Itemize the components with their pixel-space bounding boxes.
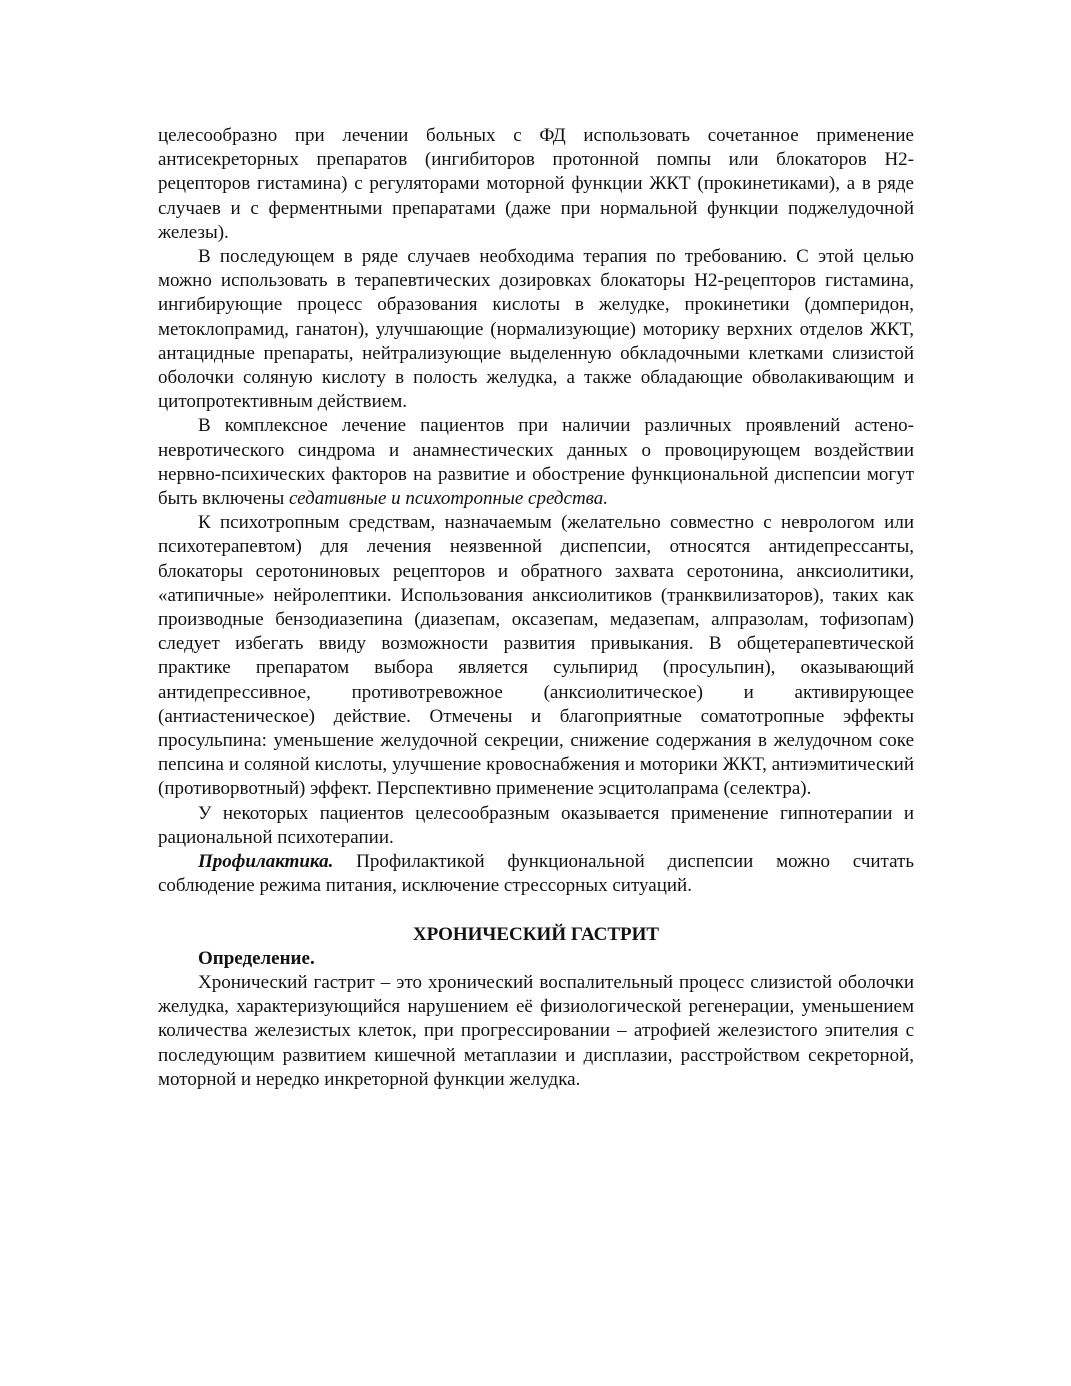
prevention-heading: Профилактика. — [198, 851, 334, 873]
definition-subheading: Определение. — [198, 947, 315, 969]
document-page — [158, 124, 914, 1092]
prevention-text: Профилактикой функциональной диспепсии можно считать соблюдение режима питания, исключение стрессорных ситуаций. — [158, 851, 914, 897]
paragraph-sedative-therapy — [158, 414, 914, 511]
paragraph-combined-therapy: целесообразно при лечении больных с ФД использовать сочетанное применение антисекреторных препаратов (ингибиторов протонной помпы или блокаторов Н2-рецепторов гистамина) с регуляторами моторной функции ЖКТ (прокинетиками), а в ряде случаев и с ферментными препаратами (даже при нормальной функции поджелудочной железы). — [158, 125, 914, 243]
section-title: ХРОНИЧЕСКИЙ ГАСТРИТ — [412, 923, 660, 945]
paragraph-sedative-text: В комплексное лечение пациентов при наличии различных проявлений астено-невротического синдрома и анамнестических данных о провоцирующем воздействии нервно-психических факторов на развитие и обострение функциональной диспепсии могут быть включены — [158, 415, 914, 510]
paragraph-prevention — [158, 850, 914, 898]
paragraph-on-demand-therapy: В последующем в ряде случаев необходима терапия по требованию. С этой целью можно использовать в терапевтических дозировках блокаторы Н2-рецепторов гистамина, ингибирующие процесс образования кислоты в желудке, прокинетики (домперидон, метоклопрамид, ганатон), улучшающие (нормализующие) моторику верхних отделов ЖКТ, антацидные препараты, нейтрализующие выделенную обкладочными клетками слизистой оболочки соляную кислоту в полость желудка, а также обладающие обволакивающим и цитопротективным действием. — [158, 246, 914, 413]
paragraph-hypnotherapy: У некоторых пациентов целесообразным оказывается применение гипнотерапии и рациональной психотерапии. — [158, 802, 914, 848]
sedative-psychotropic-term: седативные и психотропные средства. — [288, 488, 609, 510]
paragraph-definition: Хронический гастрит – это хронический воспалительный процесс слизистой оболочки желудка, характеризующийся нарушением её физиологической регенерации, уменьшением количества железистых клеток, при прогрессировании – атрофией железистого эпителия с последующим развитием кишечной метаплазии и дисплазии, расстройством секреторной, моторной и нередко инкреторной функции желудка. — [158, 971, 914, 1090]
paragraph-psychotropic-drugs: К психотропным средствам, назначаемым (желательно совместно с неврологом или психотерапевтом) для лечения неязвенной диспепсии, относятся антидепрессанты, блокаторы серотониновых рецепторов и обратного захвата серотонина, анксиолитики, «атипичные» нейролептики. Использования анксиолитиков (транквилизаторов), таких как производные бензодиазепина (диазепам, оксазепам, медазепам, алпразолам, тофизопам) следует избегать ввиду возможности развития привыкания. В общетерапевтической практике препаратом выбора является сульпирид (просульпин), оказывающий антидепрессивное, противотревожное (анксиолитическое) и активирующее (антиастеническое) действие. Отмечены и благоприятные соматотропные эффекты просульпина: уменьшение желудочной секреции, снижение содержания в желудочном соке пепсина и соляной кислоты, улучшение кровоснабжения и моторики ЖКТ, антиэмитический (противорвотный) эффект. Перспективно применение эсцитолапрама (селектра). — [158, 512, 914, 800]
